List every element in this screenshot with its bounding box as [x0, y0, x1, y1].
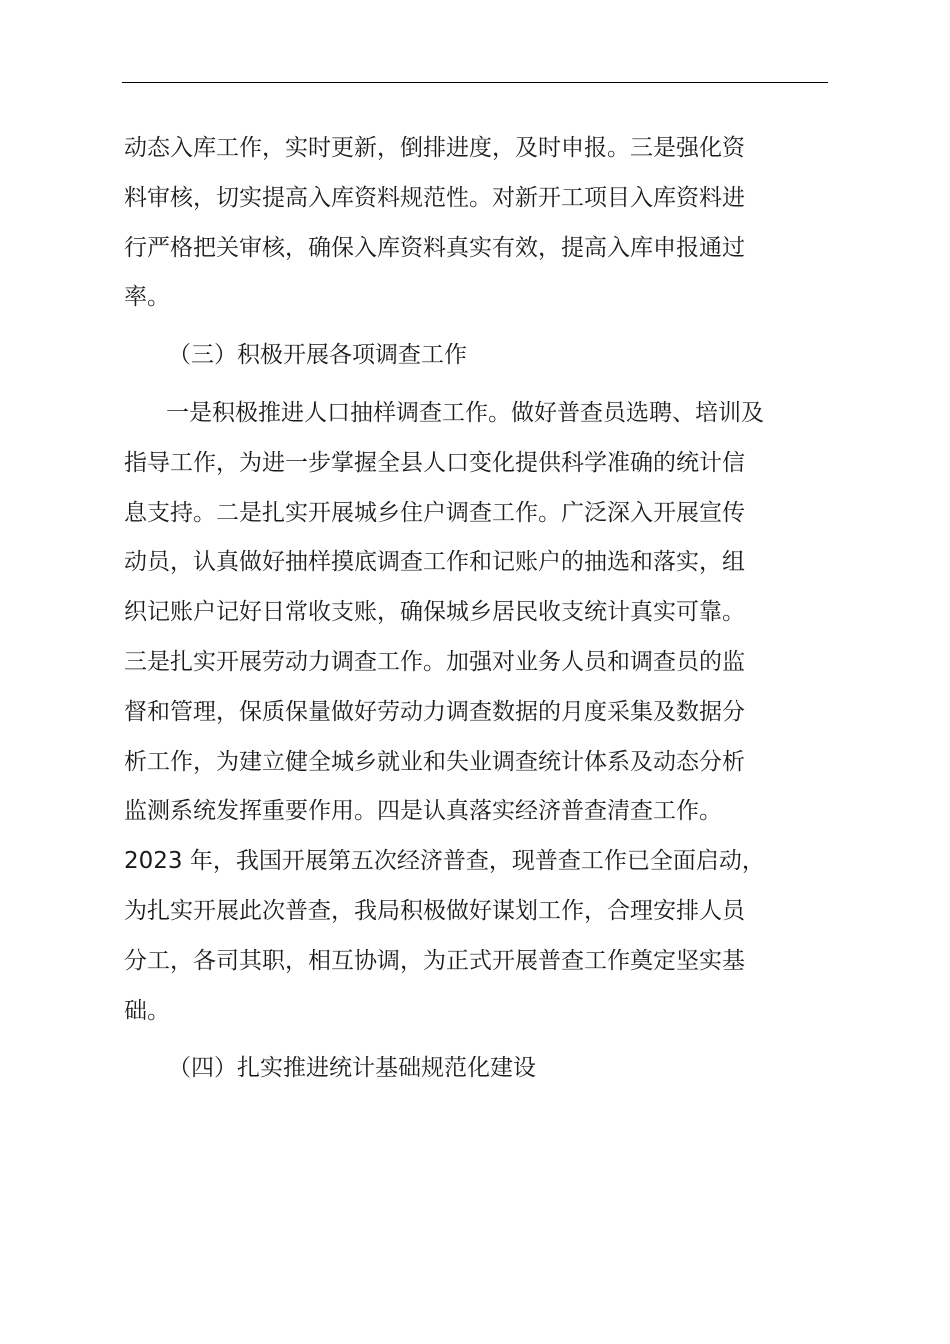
paragraph-line: 料审核，切实提高入库资料规范性。对新开工项目入库资料进	[124, 184, 745, 211]
paragraph-line: 织记账户记好日常收支账，确保城乡居民收支统计真实可靠。	[124, 599, 745, 626]
paragraph-line: 为扎实开展此次普查，我局积极做好谋划工作，合理安排人员	[124, 897, 745, 924]
paragraph-line: 动态入库工作，实时更新，倒排进度，及时申报。三是强化资	[124, 135, 745, 161]
paragraph-line: 一是积极推进人口抽样调查工作。做好普查员选聘、培训及	[166, 399, 764, 426]
paragraph-line: 三是扎实开展劳动力调查工作。加强对业务人员和调查员的监	[124, 648, 745, 675]
header-rule	[122, 82, 828, 83]
paragraph-line: 分工，各司其职，相互协调，为正式开展普查工作奠定坚实基	[124, 947, 745, 974]
paragraph-line: 动员，认真做好抽样摸底调查工作和记账户的抽选和落实，组	[124, 549, 745, 576]
paragraph-line: 息支持。二是扎实开展城乡住户调查工作。广泛深入开展宣传	[124, 499, 745, 526]
document-body	[124, 124, 830, 1102]
paragraph-line: 行严格把关审核，确保入库资料真实有效，提高入库申报通过	[124, 234, 745, 261]
paragraph-line: 础。	[124, 997, 170, 1024]
paragraph-line: 析工作，为建立健全城乡就业和失业调查统计体系及动态分析	[124, 748, 745, 775]
paragraph-line: 监测系统发挥重要作用。四是认真落实经济普查清查工作。	[124, 798, 722, 825]
paragraph-line: 督和管理，保质保量做好劳动力调查数据的月度采集及数据分	[124, 698, 745, 725]
section-heading-3: （三）积极开展各项调查工作	[168, 342, 467, 369]
paragraph-2	[124, 389, 830, 1036]
paragraph-1	[124, 124, 830, 323]
paragraph-line: 2023 年，我国开展第五次经济普查，现普查工作已全面启动，	[124, 848, 765, 875]
paragraph-line: 指导工作，为进一步掌握全县人口变化提供科学准确的统计信	[124, 449, 745, 476]
section-heading-4: （四）扎实推进统计基础规范化建设	[168, 1055, 536, 1082]
paragraph-line: 率。	[124, 284, 170, 311]
